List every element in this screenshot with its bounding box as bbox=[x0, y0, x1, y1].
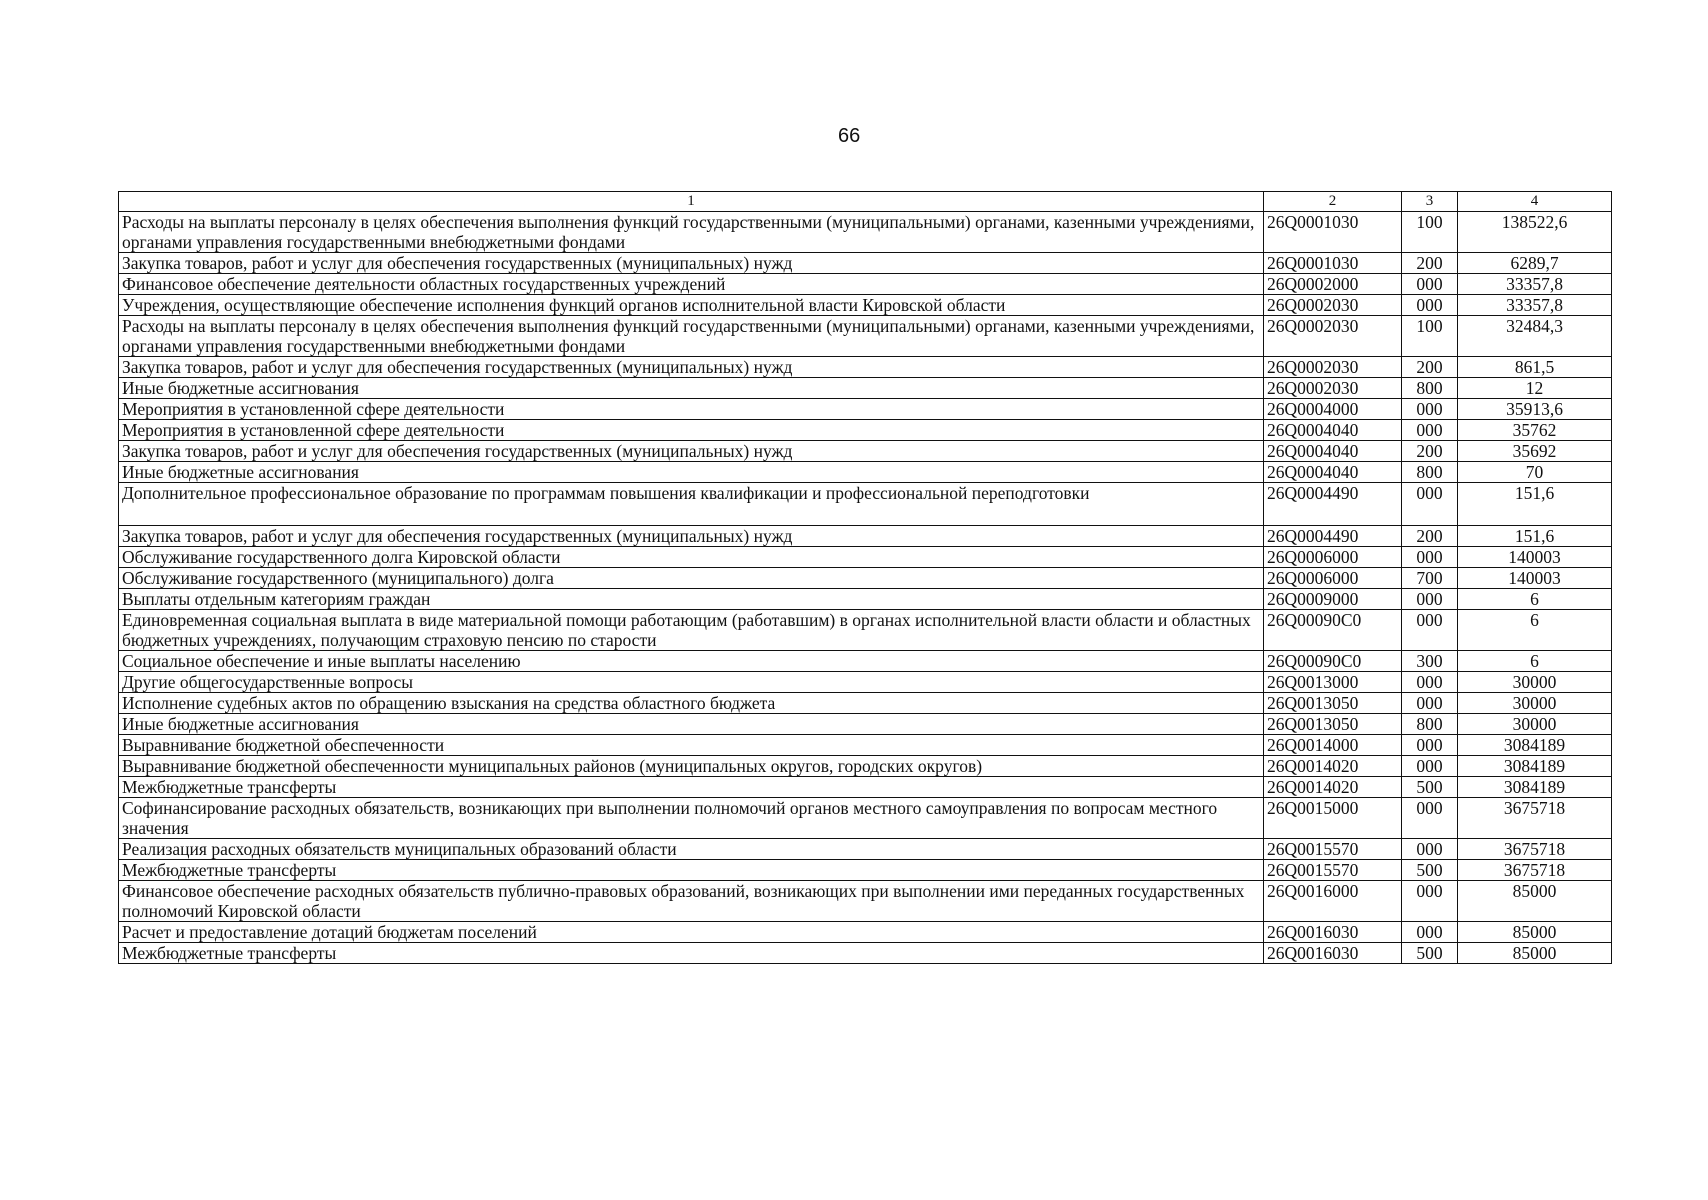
row-code: 26Q0004040 bbox=[1264, 441, 1402, 462]
row-name: Выравнивание бюджетной обеспеченности bbox=[119, 735, 1264, 756]
row-type: 300 bbox=[1402, 651, 1458, 672]
table-row bbox=[119, 212, 1612, 253]
table-row bbox=[119, 462, 1612, 483]
row-amount: 32484,3 bbox=[1458, 316, 1612, 357]
row-amount: 3675718 bbox=[1458, 839, 1612, 860]
row-amount: 3084189 bbox=[1458, 777, 1612, 798]
row-code: 26Q0002030 bbox=[1264, 378, 1402, 399]
row-name: Единовременная социальная выплата в виде материальной помощи работающим (работавшим) в органах исполнительной власти области и областных бюджетных учреждениях, получающим страховую пенсию по старости bbox=[119, 610, 1264, 651]
table-row bbox=[119, 798, 1612, 839]
row-type: 000 bbox=[1402, 399, 1458, 420]
table-row bbox=[119, 777, 1612, 798]
row-amount: 6289,7 bbox=[1458, 253, 1612, 274]
row-code: 26Q0016030 bbox=[1264, 922, 1402, 943]
page-number: 66 bbox=[838, 125, 861, 147]
row-type: 100 bbox=[1402, 316, 1458, 357]
row-amount: 33357,8 bbox=[1458, 295, 1612, 316]
row-amount: 3675718 bbox=[1458, 798, 1612, 839]
row-type: 800 bbox=[1402, 378, 1458, 399]
row-name: Реализация расходных обязательств муниципальных образований области bbox=[119, 839, 1264, 860]
row-amount: 35692 bbox=[1458, 441, 1612, 462]
row-amount: 6 bbox=[1458, 610, 1612, 651]
row-code: 26Q0004000 bbox=[1264, 399, 1402, 420]
row-amount: 12 bbox=[1458, 378, 1612, 399]
row-name: Закупка товаров, работ и услуг для обеспечения государственных (муниципальных) нужд bbox=[119, 441, 1264, 462]
row-type: 000 bbox=[1402, 274, 1458, 295]
row-amount: 6 bbox=[1458, 651, 1612, 672]
row-type: 000 bbox=[1402, 295, 1458, 316]
table-row bbox=[119, 526, 1612, 547]
row-code: 26Q0009000 bbox=[1264, 589, 1402, 610]
row-name: Другие общегосударственные вопросы bbox=[119, 672, 1264, 693]
row-type: 000 bbox=[1402, 798, 1458, 839]
table-row bbox=[119, 483, 1612, 526]
row-name: Межбюджетные трансферты bbox=[119, 777, 1264, 798]
row-code: 26Q0001030 bbox=[1264, 253, 1402, 274]
row-code: 26Q0014000 bbox=[1264, 735, 1402, 756]
row-name: Закупка товаров, работ и услуг для обеспечения государственных (муниципальных) нужд bbox=[119, 253, 1264, 274]
row-code: 26Q0004490 bbox=[1264, 483, 1402, 526]
row-amount: 85000 bbox=[1458, 943, 1612, 964]
row-code: 26Q0004490 bbox=[1264, 526, 1402, 547]
table-row bbox=[119, 839, 1612, 860]
table-row bbox=[119, 274, 1612, 295]
row-code: 26Q0004040 bbox=[1264, 420, 1402, 441]
header-col-3: 3 bbox=[1402, 192, 1458, 212]
row-type: 000 bbox=[1402, 589, 1458, 610]
row-amount: 35913,6 bbox=[1458, 399, 1612, 420]
row-code: 26Q0016000 bbox=[1264, 881, 1402, 922]
row-type: 700 bbox=[1402, 568, 1458, 589]
table-row bbox=[119, 610, 1612, 651]
row-amount: 140003 bbox=[1458, 568, 1612, 589]
table-row bbox=[119, 922, 1612, 943]
row-amount: 30000 bbox=[1458, 693, 1612, 714]
row-type: 000 bbox=[1402, 483, 1458, 526]
row-type: 800 bbox=[1402, 462, 1458, 483]
table-row bbox=[119, 589, 1612, 610]
row-name: Выравнивание бюджетной обеспеченности муниципальных районов (муниципальных округов, городских округов) bbox=[119, 756, 1264, 777]
budget-table bbox=[118, 191, 1612, 964]
row-name: Расходы на выплаты персоналу в целях обеспечения выполнения функций государственными (муниципальными) органами, казенными учреждениями, органами управления государственными внебюджетными фондами bbox=[119, 316, 1264, 357]
row-code: 26Q0004040 bbox=[1264, 462, 1402, 483]
row-name: Финансовое обеспечение деятельности областных государственных учреждений bbox=[119, 274, 1264, 295]
row-type: 200 bbox=[1402, 357, 1458, 378]
header-col-4: 4 bbox=[1458, 192, 1612, 212]
row-amount: 35762 bbox=[1458, 420, 1612, 441]
row-code: 26Q0002030 bbox=[1264, 295, 1402, 316]
row-name: Иные бюджетные ассигнования bbox=[119, 462, 1264, 483]
table-row bbox=[119, 547, 1612, 568]
row-code: 26Q0013000 bbox=[1264, 672, 1402, 693]
row-name: Межбюджетные трансферты bbox=[119, 860, 1264, 881]
row-amount: 85000 bbox=[1458, 881, 1612, 922]
table-row bbox=[119, 441, 1612, 462]
table-row bbox=[119, 881, 1612, 922]
row-type: 000 bbox=[1402, 693, 1458, 714]
table-row bbox=[119, 714, 1612, 735]
row-amount: 3084189 bbox=[1458, 756, 1612, 777]
row-type: 800 bbox=[1402, 714, 1458, 735]
row-name: Обслуживание государственного долга Кировской области bbox=[119, 547, 1264, 568]
table-row bbox=[119, 756, 1612, 777]
row-amount: 151,6 bbox=[1458, 526, 1612, 547]
row-name: Софинансирование расходных обязательств, возникающих при выполнении полномочий органов местного самоуправления по вопросам местного значения bbox=[119, 798, 1264, 839]
table-row bbox=[119, 253, 1612, 274]
table-row bbox=[119, 693, 1612, 714]
row-code: 26Q0013050 bbox=[1264, 693, 1402, 714]
row-name: Иные бюджетные ассигнования bbox=[119, 378, 1264, 399]
table-header-row bbox=[119, 192, 1612, 212]
row-name: Межбюджетные трансферты bbox=[119, 943, 1264, 964]
row-code: 26Q0001030 bbox=[1264, 212, 1402, 253]
row-type: 000 bbox=[1402, 839, 1458, 860]
header-col-2: 2 bbox=[1264, 192, 1402, 212]
row-name: Выплаты отдельным категориям граждан bbox=[119, 589, 1264, 610]
row-name: Дополнительное профессиональное образование по программам повышения квалификации и профессиональной переподготовки bbox=[119, 483, 1264, 526]
row-amount: 151,6 bbox=[1458, 483, 1612, 526]
row-type: 500 bbox=[1402, 777, 1458, 798]
row-name: Расходы на выплаты персоналу в целях обеспечения выполнения функций государственными (муниципальными) органами, казенными учреждениями, органами управления государственными внебюджетными фондами bbox=[119, 212, 1264, 253]
row-type: 000 bbox=[1402, 672, 1458, 693]
table-row bbox=[119, 568, 1612, 589]
table-row bbox=[119, 943, 1612, 964]
row-type: 200 bbox=[1402, 526, 1458, 547]
row-name: Обслуживание государственного (муниципального) долга bbox=[119, 568, 1264, 589]
row-name: Финансовое обеспечение расходных обязательств публично-правовых образований, возникающих при выполнении ими переданных государственных полномочий Кировской области bbox=[119, 881, 1264, 922]
table-row bbox=[119, 295, 1612, 316]
row-code: 26Q0015570 bbox=[1264, 839, 1402, 860]
row-amount: 6 bbox=[1458, 589, 1612, 610]
row-name: Учреждения, осуществляющие обеспечение исполнения функций органов исполнительной власти Кировской области bbox=[119, 295, 1264, 316]
table-row bbox=[119, 651, 1612, 672]
row-type: 000 bbox=[1402, 735, 1458, 756]
row-type: 200 bbox=[1402, 253, 1458, 274]
table-row bbox=[119, 672, 1612, 693]
row-amount: 30000 bbox=[1458, 672, 1612, 693]
row-code: 26Q0002000 bbox=[1264, 274, 1402, 295]
row-name: Расчет и предоставление дотаций бюджетам поселений bbox=[119, 922, 1264, 943]
row-code: 26Q0014020 bbox=[1264, 777, 1402, 798]
row-code: 26Q0015000 bbox=[1264, 798, 1402, 839]
row-amount: 3084189 bbox=[1458, 735, 1612, 756]
row-type: 000 bbox=[1402, 547, 1458, 568]
row-type: 000 bbox=[1402, 756, 1458, 777]
row-amount: 70 bbox=[1458, 462, 1612, 483]
row-name: Закупка товаров, работ и услуг для обеспечения государственных (муниципальных) нужд bbox=[119, 357, 1264, 378]
row-type: 000 bbox=[1402, 922, 1458, 943]
row-code: 26Q0006000 bbox=[1264, 568, 1402, 589]
row-name: Мероприятия в установленной сфере деятельности bbox=[119, 399, 1264, 420]
row-type: 500 bbox=[1402, 943, 1458, 964]
row-type: 200 bbox=[1402, 441, 1458, 462]
row-code: 26Q0006000 bbox=[1264, 547, 1402, 568]
table-row bbox=[119, 860, 1612, 881]
row-amount: 140003 bbox=[1458, 547, 1612, 568]
row-code: 26Q00090C0 bbox=[1264, 610, 1402, 651]
row-type: 000 bbox=[1402, 610, 1458, 651]
row-code: 26Q0002030 bbox=[1264, 316, 1402, 357]
row-amount: 138522,6 bbox=[1458, 212, 1612, 253]
row-code: 26Q0002030 bbox=[1264, 357, 1402, 378]
row-amount: 3675718 bbox=[1458, 860, 1612, 881]
row-type: 000 bbox=[1402, 881, 1458, 922]
table-row bbox=[119, 735, 1612, 756]
row-amount: 33357,8 bbox=[1458, 274, 1612, 295]
row-code: 26Q0015570 bbox=[1264, 860, 1402, 881]
row-name: Мероприятия в установленной сфере деятельности bbox=[119, 420, 1264, 441]
row-code: 26Q00090C0 bbox=[1264, 651, 1402, 672]
row-name: Социальное обеспечение и иные выплаты населению bbox=[119, 651, 1264, 672]
table-row bbox=[119, 399, 1612, 420]
row-amount: 861,5 bbox=[1458, 357, 1612, 378]
row-code: 26Q0013050 bbox=[1264, 714, 1402, 735]
row-code: 26Q0016030 bbox=[1264, 943, 1402, 964]
table-row bbox=[119, 378, 1612, 399]
row-type: 100 bbox=[1402, 212, 1458, 253]
row-name: Иные бюджетные ассигнования bbox=[119, 714, 1264, 735]
table-row bbox=[119, 420, 1612, 441]
row-name: Закупка товаров, работ и услуг для обеспечения государственных (муниципальных) нужд bbox=[119, 526, 1264, 547]
header-col-1: 1 bbox=[119, 192, 1264, 212]
table-row bbox=[119, 357, 1612, 378]
table-row bbox=[119, 316, 1612, 357]
row-code: 26Q0014020 bbox=[1264, 756, 1402, 777]
row-amount: 85000 bbox=[1458, 922, 1612, 943]
row-name: Исполнение судебных актов по обращению взыскания на средства областного бюджета bbox=[119, 693, 1264, 714]
row-type: 500 bbox=[1402, 860, 1458, 881]
row-type: 000 bbox=[1402, 420, 1458, 441]
row-amount: 30000 bbox=[1458, 714, 1612, 735]
